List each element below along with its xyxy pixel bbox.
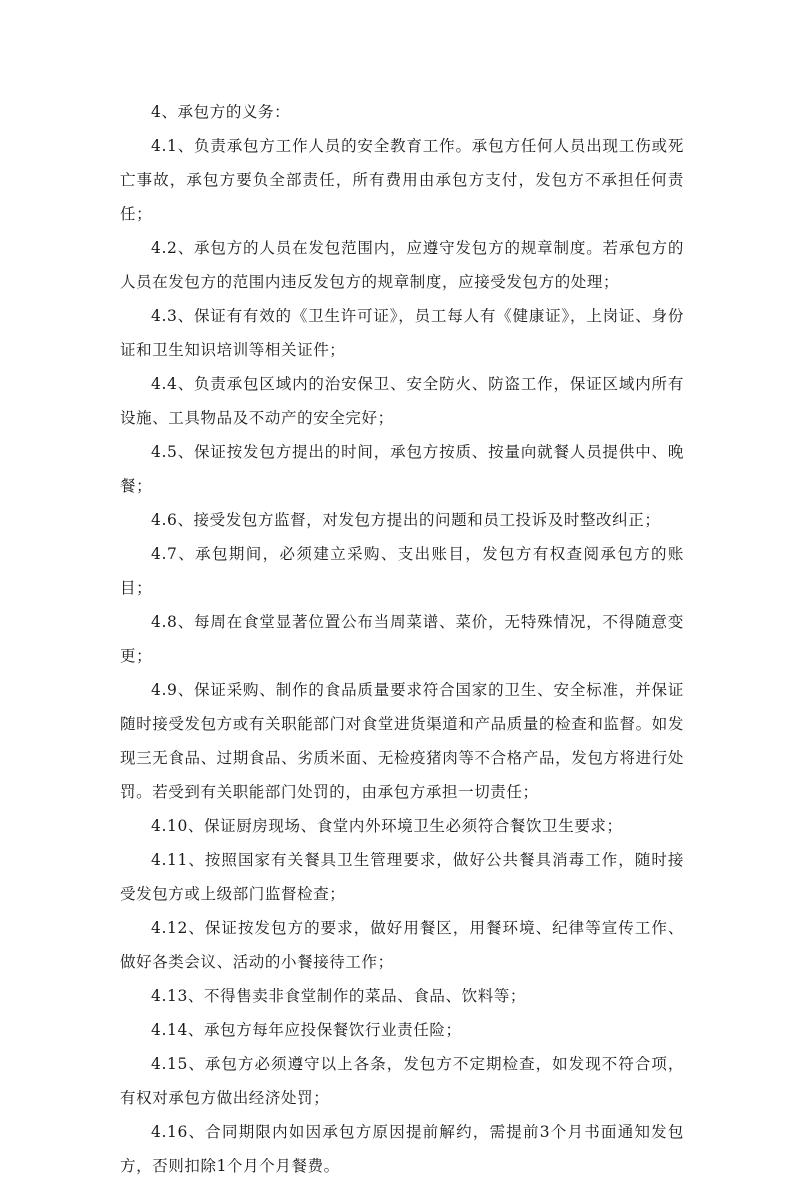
clause-4-14: 4.14、承包方每年应投保餐饮行业责任险； xyxy=(151,1021,462,1039)
clause-4-15: 4.15、承包方必须遵守以上各条，发包方不定期检查，如发现不符合项，有权对承包方做出经济处罚； xyxy=(120,1055,684,1107)
clause-4-16: 4.16、合同期限内如因承包方原因提前解约，需提前3个月书面通知发包方，否则扣除1个月个月餐费。 xyxy=(120,1123,684,1175)
clause-4-3: 4.3、保证有有效的《卫生许可证》，员工每人有《健康证》，上岗证、身份证和卫生知识培训等相关证件； xyxy=(120,307,684,359)
clause-4-4: 4.4、负责承包区域内的治安保卫、安全防火、防盗工作，保证区域内所有设施、工具物品及不动产的安全完好； xyxy=(120,375,684,427)
clause-4-1: 4.1、负责承包方工作人员的安全教育工作。承包方任何人员出现工伤或死亡事故，承包方要负全部责任，所有费用由承包方支付，发包方不承担任何责任； xyxy=(120,137,684,223)
clause-4-7: 4.7、承包期间，必须建立采购、支出账目，发包方有权查阅承包方的账目； xyxy=(120,545,684,597)
clause-4-12: 4.12、保证按发包方的要求，做好用餐区，用餐环境、纪律等宣传工作、做好各类会议、活动的小餐接待工作； xyxy=(120,919,684,971)
clause-4-11: 4.11、按照国家有关餐具卫生管理要求，做好公共餐具消毒工作，随时接受发包方或上级部门监督检查； xyxy=(120,851,684,903)
clause-4-6: 4.6、接受发包方监督，对发包方提出的问题和员工投诉及时整改纠正； xyxy=(151,511,661,529)
document-body xyxy=(120,95,684,1183)
clause-4-13: 4.13、不得售卖非食堂制作的菜品、食品、饮料等； xyxy=(151,987,527,1005)
clause-4-9: 4.9、保证采购、制作的食品质量要求符合国家的卫生、安全标准，并保证随时接受发包方或有关职能部门对食堂进货渠道和产品质量的检查和监督。如发现三无食品、过期食品、劣质米面、无检疫猪肉等不合格产品，发包方将进行处罚。若受到有关职能部门处罚的，由承包方承担一切责任； xyxy=(120,681,684,801)
clause-4-8: 4.8、每周在食堂显著位置公布当周菜谱、菜价，无特殊情况，不得随意变更； xyxy=(120,613,684,665)
clause-4-2: 4.2、承包方的人员在发包范围内，应遵守发包方的规章制度。若承包方的人员在发包方的范围内违反发包方的规章制度，应接受发包方的处理； xyxy=(120,239,684,291)
section-heading-obligations: 4、承包方的义务： xyxy=(151,103,291,121)
clause-4-10: 4.10、保证厨房现场、食堂内外环境卫生必须符合餐饮卫生要求； xyxy=(151,817,623,835)
clause-4-5: 4.5、保证按发包方提出的时间，承包方按质、按量向就餐人员提供中、晚餐； xyxy=(120,443,684,495)
